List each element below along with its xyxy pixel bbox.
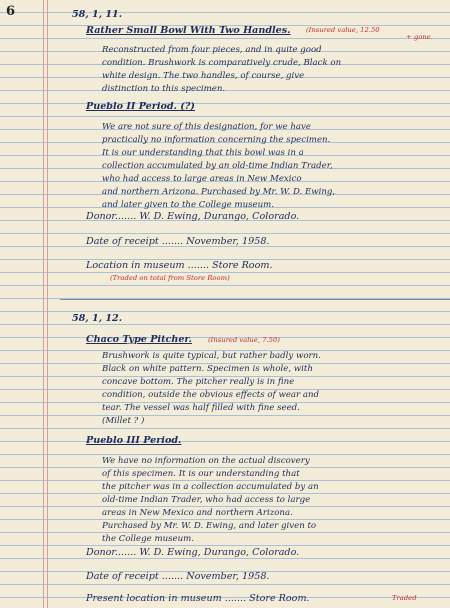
date-of-receipt: Date of receipt ....... November, 1958.	[86, 571, 270, 582]
date-of-receipt: Date of receipt ....... November, 1958.	[86, 236, 270, 247]
description-line: Reconstructed from four pieces, and in quite good	[102, 45, 322, 55]
location-note: (Traded on total from Store Room)	[110, 274, 230, 282]
location-note: Traded	[392, 594, 417, 602]
description-line: white design. The two handles, of course, give	[102, 71, 305, 81]
period-heading: Pueblo II Period. (?)	[86, 101, 195, 112]
catalog-number: 58, 1, 12.	[72, 313, 123, 324]
period-text-line: areas in New Mexico and northern Arizona.	[102, 508, 293, 518]
insured-value: (Insured value, 12.50	[306, 26, 380, 34]
description-line: condition. Brushwork is comparatively crude, Black on	[102, 58, 342, 68]
period-text-line: It is our understanding that this bowl was in a	[102, 148, 304, 158]
insured-value: (Insured value, 7.50)	[208, 336, 280, 344]
donor: Donor....... W. D. Ewing, Durango, Colorado.	[86, 211, 300, 222]
period-text	[102, 121, 335, 212]
period-text-line: who had access to large areas in New Mexico	[102, 174, 302, 184]
description-line: condition, outside the obvious effects of wear and	[102, 390, 320, 400]
location: Location in museum ....... Store Room.	[86, 260, 273, 271]
insured-note: + gone.	[406, 33, 433, 41]
entry-separator	[60, 299, 450, 300]
period-text-line: Purchased by Mr. W. D. Ewing, and later given to	[102, 521, 317, 531]
entry-title: Rather Small Bowl With Two Handles.	[86, 25, 291, 36]
description-line: (Millet ? )	[102, 416, 145, 426]
description-line: Brushwork is quite typical, but rather badly worn.	[102, 351, 321, 361]
donor: Donor....... W. D. Ewing, Durango, Colorado.	[86, 547, 300, 558]
period-text-line: and northern Arizona. Purchased by Mr. W. D. Ewing,	[102, 187, 336, 197]
period-text-line: and later given to the College museum.	[102, 200, 275, 210]
period-text-line: We are not sure of this designation, for we have	[102, 122, 311, 132]
period-text-line: collection accumulated by an old-time Indian Trader,	[102, 161, 333, 171]
period-text-line: the College museum.	[102, 534, 195, 544]
description-line: distinction to this specimen.	[102, 84, 226, 94]
description-line: Black on white pattern. Specimen is whole, with	[102, 364, 313, 374]
catalog-number: 58, 1, 11.	[72, 9, 123, 20]
description-line: tear. The vessel was half filled with fine seed.	[102, 403, 300, 413]
period-text-line: We have no information on the actual discovery	[102, 456, 310, 466]
period-text-line: the pitcher was in a collection accumulated by an	[102, 482, 319, 492]
entry-title: Chaco Type Pitcher.	[86, 334, 192, 345]
description	[102, 44, 341, 96]
description	[102, 350, 321, 428]
page-number: 6	[6, 4, 16, 19]
location: Present location in museum ....... Store Room.	[86, 593, 310, 604]
period-text-line: old-time Indian Trader, who had access to large	[102, 495, 311, 505]
period-text-line: of this specimen. It is our understanding that	[102, 469, 300, 479]
description-line: concave bottom. The pitcher really is in fine	[102, 377, 295, 387]
period-text-line: practically no information concerning the specimen.	[102, 135, 331, 145]
period-heading: Pueblo III Period.	[86, 435, 182, 446]
period-text	[102, 455, 319, 546]
